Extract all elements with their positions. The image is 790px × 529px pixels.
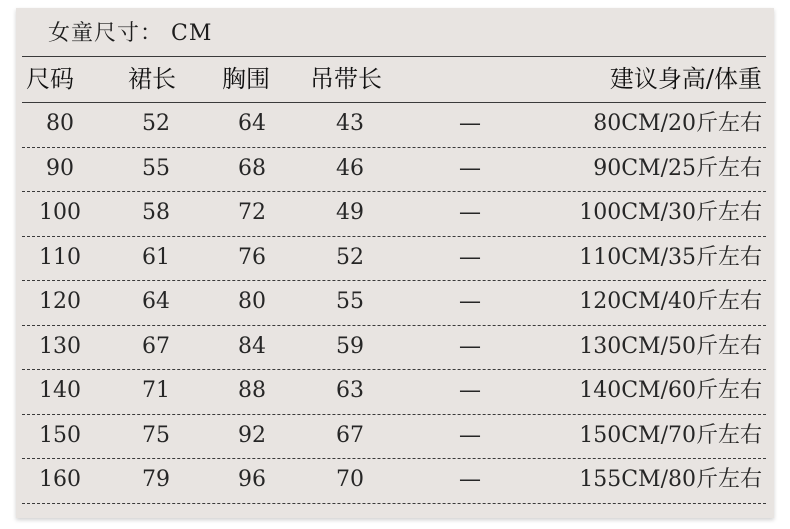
cell-skirt-length: 71 <box>142 378 170 403</box>
cell-recommendation: 110CM/35斤左右 <box>579 244 762 270</box>
cell-dash: — <box>459 333 481 359</box>
cell-strap-length: 55 <box>336 289 364 314</box>
cell-size: 100 <box>39 200 81 225</box>
cell-size: 120 <box>39 289 81 314</box>
header-strap-length: 吊带长 <box>310 65 382 93</box>
cell-chest: 80 <box>238 289 266 314</box>
cell-skirt-length: 52 <box>142 111 170 136</box>
cell-size: 130 <box>39 333 81 359</box>
table-row <box>0 369 790 413</box>
cell-chest: 96 <box>238 467 266 492</box>
table-row <box>0 458 790 502</box>
cell-size: 140 <box>39 378 81 403</box>
cell-dash: — <box>459 200 481 225</box>
cell-dash: — <box>459 467 481 492</box>
cell-skirt-length: 79 <box>142 467 170 492</box>
cell-dash: — <box>459 244 481 270</box>
header-skirt-length: 裙长 <box>128 65 176 93</box>
cell-size: 150 <box>39 422 81 448</box>
cell-chest: 88 <box>238 378 266 403</box>
cell-strap-length: 43 <box>336 111 364 136</box>
cell-dash: — <box>459 155 481 181</box>
cell-size: 110 <box>39 244 81 270</box>
cell-dash: — <box>459 289 481 314</box>
cell-chest: 68 <box>238 155 266 181</box>
cell-recommendation: 80CM/20斤左右 <box>593 111 762 136</box>
cell-strap-length: 67 <box>336 422 364 448</box>
cell-strap-length: 63 <box>336 378 364 403</box>
chart-title: 女童尺寸： CM <box>48 21 213 46</box>
cell-chest: 64 <box>238 111 266 136</box>
cell-size: 160 <box>39 467 81 492</box>
table-row <box>0 414 790 458</box>
cell-skirt-length: 58 <box>142 200 170 225</box>
header-row <box>0 56 790 102</box>
cell-skirt-length: 75 <box>142 422 170 448</box>
cell-size: 80 <box>46 111 74 136</box>
cell-dash: — <box>459 111 481 136</box>
cell-chest: 72 <box>238 200 266 225</box>
cell-skirt-length: 55 <box>142 155 170 181</box>
cell-chest: 92 <box>238 422 266 448</box>
cell-recommendation: 140CM/60斤左右 <box>579 378 762 403</box>
cell-strap-length: 70 <box>336 467 364 492</box>
cell-strap-length: 59 <box>336 333 364 359</box>
header-size: 尺码 <box>26 65 74 93</box>
cell-recommendation: 130CM/50斤左右 <box>579 333 762 359</box>
header-recommendation: 建议身高/体重 <box>609 65 762 93</box>
table-row <box>0 147 790 191</box>
table-row <box>0 102 790 146</box>
cell-dash: — <box>459 378 481 403</box>
cell-skirt-length: 64 <box>142 289 170 314</box>
cell-skirt-length: 61 <box>142 244 170 270</box>
cell-strap-length: 52 <box>336 244 364 270</box>
cell-chest: 76 <box>238 244 266 270</box>
cell-recommendation: 150CM/70斤左右 <box>579 422 762 448</box>
cell-recommendation: 155CM/80斤左右 <box>579 467 762 492</box>
cell-recommendation: 100CM/30斤左右 <box>579 200 762 225</box>
cell-size: 90 <box>46 155 74 181</box>
cell-chest: 84 <box>238 333 266 359</box>
header-chest: 胸围 <box>222 65 270 93</box>
cell-recommendation: 90CM/25斤左右 <box>593 155 762 181</box>
table-row <box>0 325 790 369</box>
cell-recommendation: 120CM/40斤左右 <box>579 289 762 314</box>
row-separator <box>22 503 766 504</box>
cell-strap-length: 49 <box>336 200 364 225</box>
table-row <box>0 191 790 235</box>
table-row <box>0 280 790 324</box>
table-row <box>0 236 790 280</box>
cell-skirt-length: 67 <box>142 333 170 359</box>
cell-dash: — <box>459 422 481 448</box>
cell-strap-length: 46 <box>336 155 364 181</box>
